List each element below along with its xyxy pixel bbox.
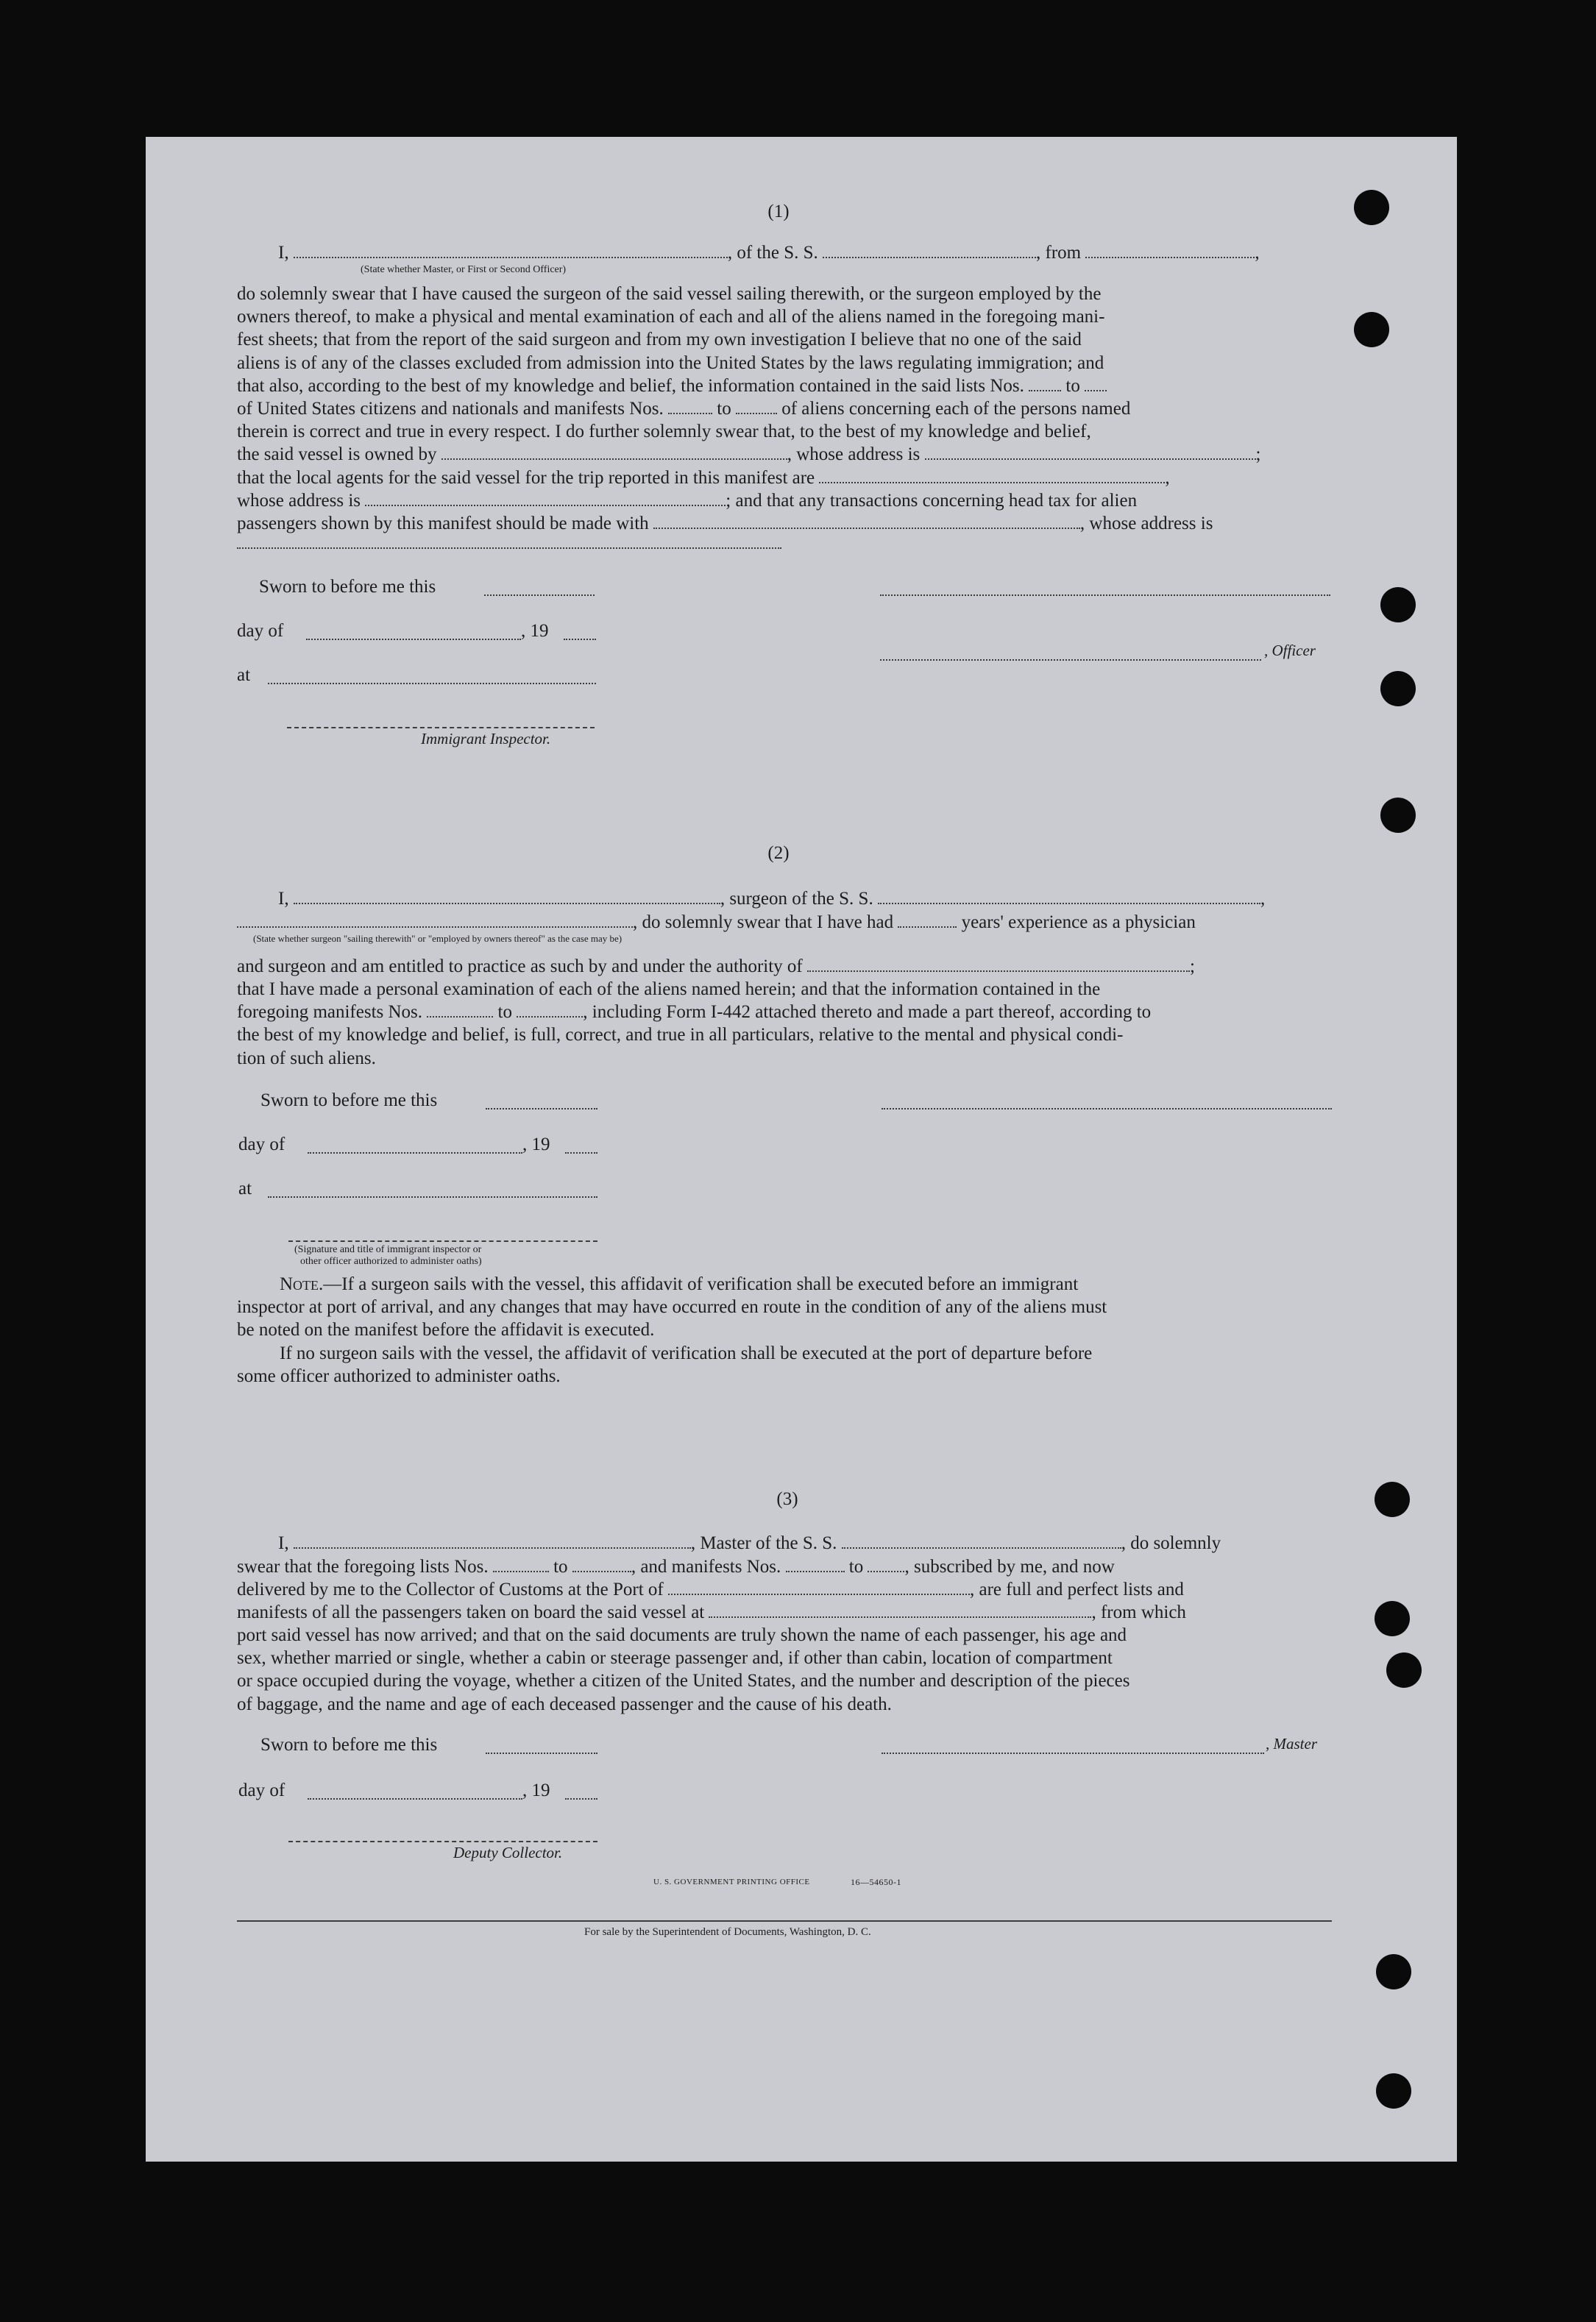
s1-at-field [268,683,596,684]
s2-paragraph [237,978,1332,1070]
s1-officer-sign-line-a [880,594,1330,596]
s1-agent-address-field [365,491,726,506]
s1-p7-line [237,443,1332,466]
s1-p6: therein is correct and true in every respect. I do further solemnly swear that, to the best of my knowledge and belief, [237,422,1091,442]
s1-headtax-field [653,514,1080,529]
punch-hole [1376,1954,1411,1989]
s3-full-perfect: , are full and perfect lists and [970,1580,1184,1600]
s1-p4-line [237,374,1332,397]
s3-p1: sex, whether married or single, whether a cabin or steerage passenger and, if other than cabin, location of compartment [237,1648,1113,1669]
s1-p5-line [237,397,1332,420]
s1-officer-sign-line [880,659,1261,661]
s1-day-of: day of [237,621,284,641]
s3-subscribed: , subscribed by me, and now [904,1557,1115,1577]
s2-status-field [237,912,633,928]
s2-swear: , do solemnly swear that I have had [633,912,894,932]
s3-paragraph [237,1624,1332,1716]
s1-inspector-label: Immigrant Inspector. [421,730,551,748]
s1-owner-field [441,444,787,460]
s2-to: to [497,1002,512,1023]
s3-and-manifests: , and manifests Nos. [631,1557,781,1577]
s1-owner-address-field [925,444,1256,460]
s1-officer-field [294,243,728,258]
s1-year-field [564,639,596,640]
s2-line-i [278,887,1265,910]
s3-p2: or space occupied during the voyage, whether a citizen of the United States, and the number and description of the pieces [237,1671,1130,1691]
s3-do-solemnly: , do solemnly [1121,1533,1221,1553]
s2-p2: the best of my knowledge and belief, is full, correct, and true in all particulars, relative to the mental and physical condi- [237,1025,1124,1045]
s3-line-manifests [237,1601,1186,1624]
s3-p0: port said vessel has now arrived; and that on the said documents are truly shown the name of each passenger, his age and [237,1625,1127,1645]
printing-office: U. S. GOVERNMENT PRINTING OFFICE [653,1878,810,1886]
section-3-number: (3) [776,1489,798,1509]
s2-comma: , [1260,889,1266,909]
s2-line-swear [237,911,1196,934]
s2-surgeon-field [294,889,720,904]
s1-manifests-to [736,399,777,414]
punch-hole [1375,1482,1410,1517]
punch-hole [1386,1652,1422,1688]
s3-line-i [278,1532,1221,1555]
s1-p8-line [237,466,1332,489]
s1-comma: , [1255,243,1260,263]
s2-authority-field [807,956,1190,972]
s3-day-field [308,1798,522,1800]
s3-sworn-field [486,1753,597,1754]
s1-i: I, [278,243,289,263]
s1-officer-label: , Officer [1264,642,1316,659]
punch-hole [1376,2073,1411,2109]
s1-p10: passengers shown by this manifest should be made with [237,514,649,534]
s3-deputy-label: Deputy Collector. [453,1844,563,1861]
s3-to-b: to [848,1557,864,1577]
s2-note [237,1273,1332,1388]
s1-lists-from [1029,376,1061,391]
s1-sworn: Sworn to before me this [259,577,436,597]
s1-p9: whose address is [237,490,361,511]
s2-p0: that I have made a personal examination of each of the aliens named herein; and that the information contained in the [237,979,1101,999]
s1-p9-line [237,489,1332,512]
s1-paragraph [237,283,1332,535]
s3-manifests-to [868,1557,904,1572]
document-page [146,137,1457,2162]
s2-day-of: day of [238,1135,285,1154]
s1-semicolon: ; [1255,444,1261,465]
s1-agents-field [819,468,1165,483]
s2-nineteen: , 19 [522,1135,550,1154]
s3-master-name-field [294,1533,691,1549]
s1-p7: the said vessel is owned by [237,444,437,465]
s2-note-3: If no surgeon sails with the vessel, the affidavit of verification shall be executed at the port of departure before [280,1343,1093,1363]
s3-nineteen: , 19 [522,1780,550,1800]
s3-lists-to [572,1557,631,1572]
s1-p3: aliens is of any of the classes excluded from admission into the United States by the laws regulating immigration; and [237,352,1104,373]
s3-swear-lists: swear that the foregoing lists Nos. [237,1557,489,1577]
s1-whose-address: , whose address is [787,444,921,465]
s1-sworn-field [484,594,595,596]
s1-manifests-from [668,399,712,414]
s2-manifests-from [427,1002,493,1018]
s1-p10-line [237,512,1332,535]
s3-manifests-all: manifests of all the passengers taken on board the said vessel at [237,1602,705,1622]
s3-master-of: , Master of the S. S. [690,1533,837,1553]
s1-ship-field [823,243,1036,258]
s2-signature-note-2: other officer authorized to administer oaths) [300,1256,482,1267]
s2-semicolon: ; [1190,956,1195,976]
s1-p2: fest sheets; that from the report of the said surgeon and from my own investigation I believe that no one of the said [237,330,1082,350]
s1-to-b: to [717,399,731,419]
s2-note-2: be noted on the manifest before the affidavit is executed. [237,1320,655,1341]
s2-signature-note-1: (Signature and title of immigrant inspector or [294,1244,482,1255]
s1-p4: that also, according to the best of my knowledge and belief, the information contained in the said lists Nos. [237,375,1024,396]
s2-p3: tion of such aliens. [237,1048,376,1068]
s1-p1: owners thereof, to make a physical and mental examination of each and all of the aliens named in the foregoing mani- [237,307,1105,327]
s2-at-field [268,1196,597,1198]
s3-day-of: day of [238,1780,285,1800]
s3-p3: of baggage, and the name and age of each deceased passenger and the cause of his death. [237,1694,892,1714]
s2-note-1: inspector at port of arrival, and any changes that may have occurred en route in the condition of any of the aliens must [237,1297,1107,1318]
s3-port-field [668,1580,970,1595]
punch-hole [1380,671,1416,706]
s3-from-which: , from which [1091,1602,1186,1622]
s1-officer-note: (State whether Master, or First or Second Officer) [361,264,567,275]
s2-including: , including Form I-442 attached thereto and made a part thereof, according to [583,1002,1152,1023]
s2-authority: and surgeon and am entitled to practice as such by and under the authority of [237,956,803,976]
s1-comma-b: , [1165,467,1170,488]
s3-delivered: delivered by me to the Collector of Customs at the Port of [237,1580,664,1600]
punch-hole [1354,190,1389,225]
s2-sign-line [882,1108,1332,1109]
s2-day-field [308,1152,522,1154]
punch-hole [1380,798,1416,833]
s1-to-a: to [1065,375,1080,396]
s2-ship-field [878,889,1260,904]
s2-p1: foregoing manifests Nos. [237,1002,423,1023]
s1-at: at [237,665,251,685]
s3-year-field [565,1798,597,1800]
punch-hole [1375,1601,1410,1636]
s2-year-field [565,1152,597,1154]
s3-master-sign-line [882,1753,1264,1754]
s2-at: at [238,1179,252,1199]
footer-rule [237,1920,1332,1922]
s2-surgeon-note: (State whether surgeon "sailing therewith" or "employed by owners thereof" as the case may be) [253,933,623,944]
s2-note-4: some officer authorized to administer oaths. [237,1366,561,1386]
s3-line-swear [237,1555,1115,1578]
s2-note-line-0 [237,1273,1332,1296]
s3-to-a: to [553,1557,568,1577]
s1-whose-address-b: , whose address is [1079,514,1213,534]
s3-i: I, [278,1533,289,1553]
s1-p0: do solemnly swear that I have caused the surgeon of the said vessel sailing therewith, or the surgeon employed by the [237,284,1102,304]
s1-of-aliens: of aliens concerning each of the persons named [781,399,1131,419]
s2-sworn-field [486,1108,597,1109]
for-sale-note: For sale by the Superintendent of Documents, Washington, D. C. [584,1926,871,1938]
s2-years-field [898,912,957,928]
s2-years: years' experience as a physician [961,912,1196,932]
s1-head-tax: ; and that any transactions concerning head tax for alien [726,490,1138,511]
s1-address-continue-line [237,547,781,549]
s1-p5: of United States citizens and nationals and manifests Nos. [237,399,664,419]
s3-sworn: Sworn to before me this [260,1735,438,1755]
s3-line-delivered [237,1578,1184,1601]
s2-note-label: Note. [280,1274,324,1294]
section-1-number: (1) [767,202,790,221]
s2-i: I, [278,889,289,909]
s1-inspector-line [287,727,595,728]
form-code: 16—54650-1 [851,1877,901,1887]
s3-lists-from [493,1557,549,1572]
s2-surgeon-of: , surgeon of the S. S. [720,889,873,909]
s1-lists-to [1085,376,1107,391]
s1-p8: that the local agents for the said vessel for the trip reported in this manifest are [237,467,815,488]
s3-ship-field [842,1533,1121,1549]
s2-manifests-to [517,1002,583,1018]
s2-authority-line [237,955,1195,978]
s1-line-i [278,241,1260,264]
s2-note-0: —If a surgeon sails with the vessel, this affidavit of verification shall be executed before an immigrant [323,1274,1079,1294]
s3-master-label: , Master [1266,1735,1317,1753]
s2-p1-line [237,1001,1332,1023]
punch-hole [1354,312,1389,347]
s1-nineteen: , 19 [521,621,549,641]
s3-deputy-line [288,1841,597,1842]
s1-of-ss: , of the S. S. [727,243,818,263]
s3-manifests-from [786,1557,845,1572]
punch-hole [1380,587,1416,622]
s1-from-field [1085,243,1255,258]
s3-departure-field [709,1602,1091,1618]
section-2-number: (2) [767,843,790,863]
s2-signature-line [288,1240,597,1242]
s1-from: , from [1036,243,1082,263]
s1-day-field [306,639,521,640]
s2-sworn: Sworn to before me this [260,1090,438,1110]
